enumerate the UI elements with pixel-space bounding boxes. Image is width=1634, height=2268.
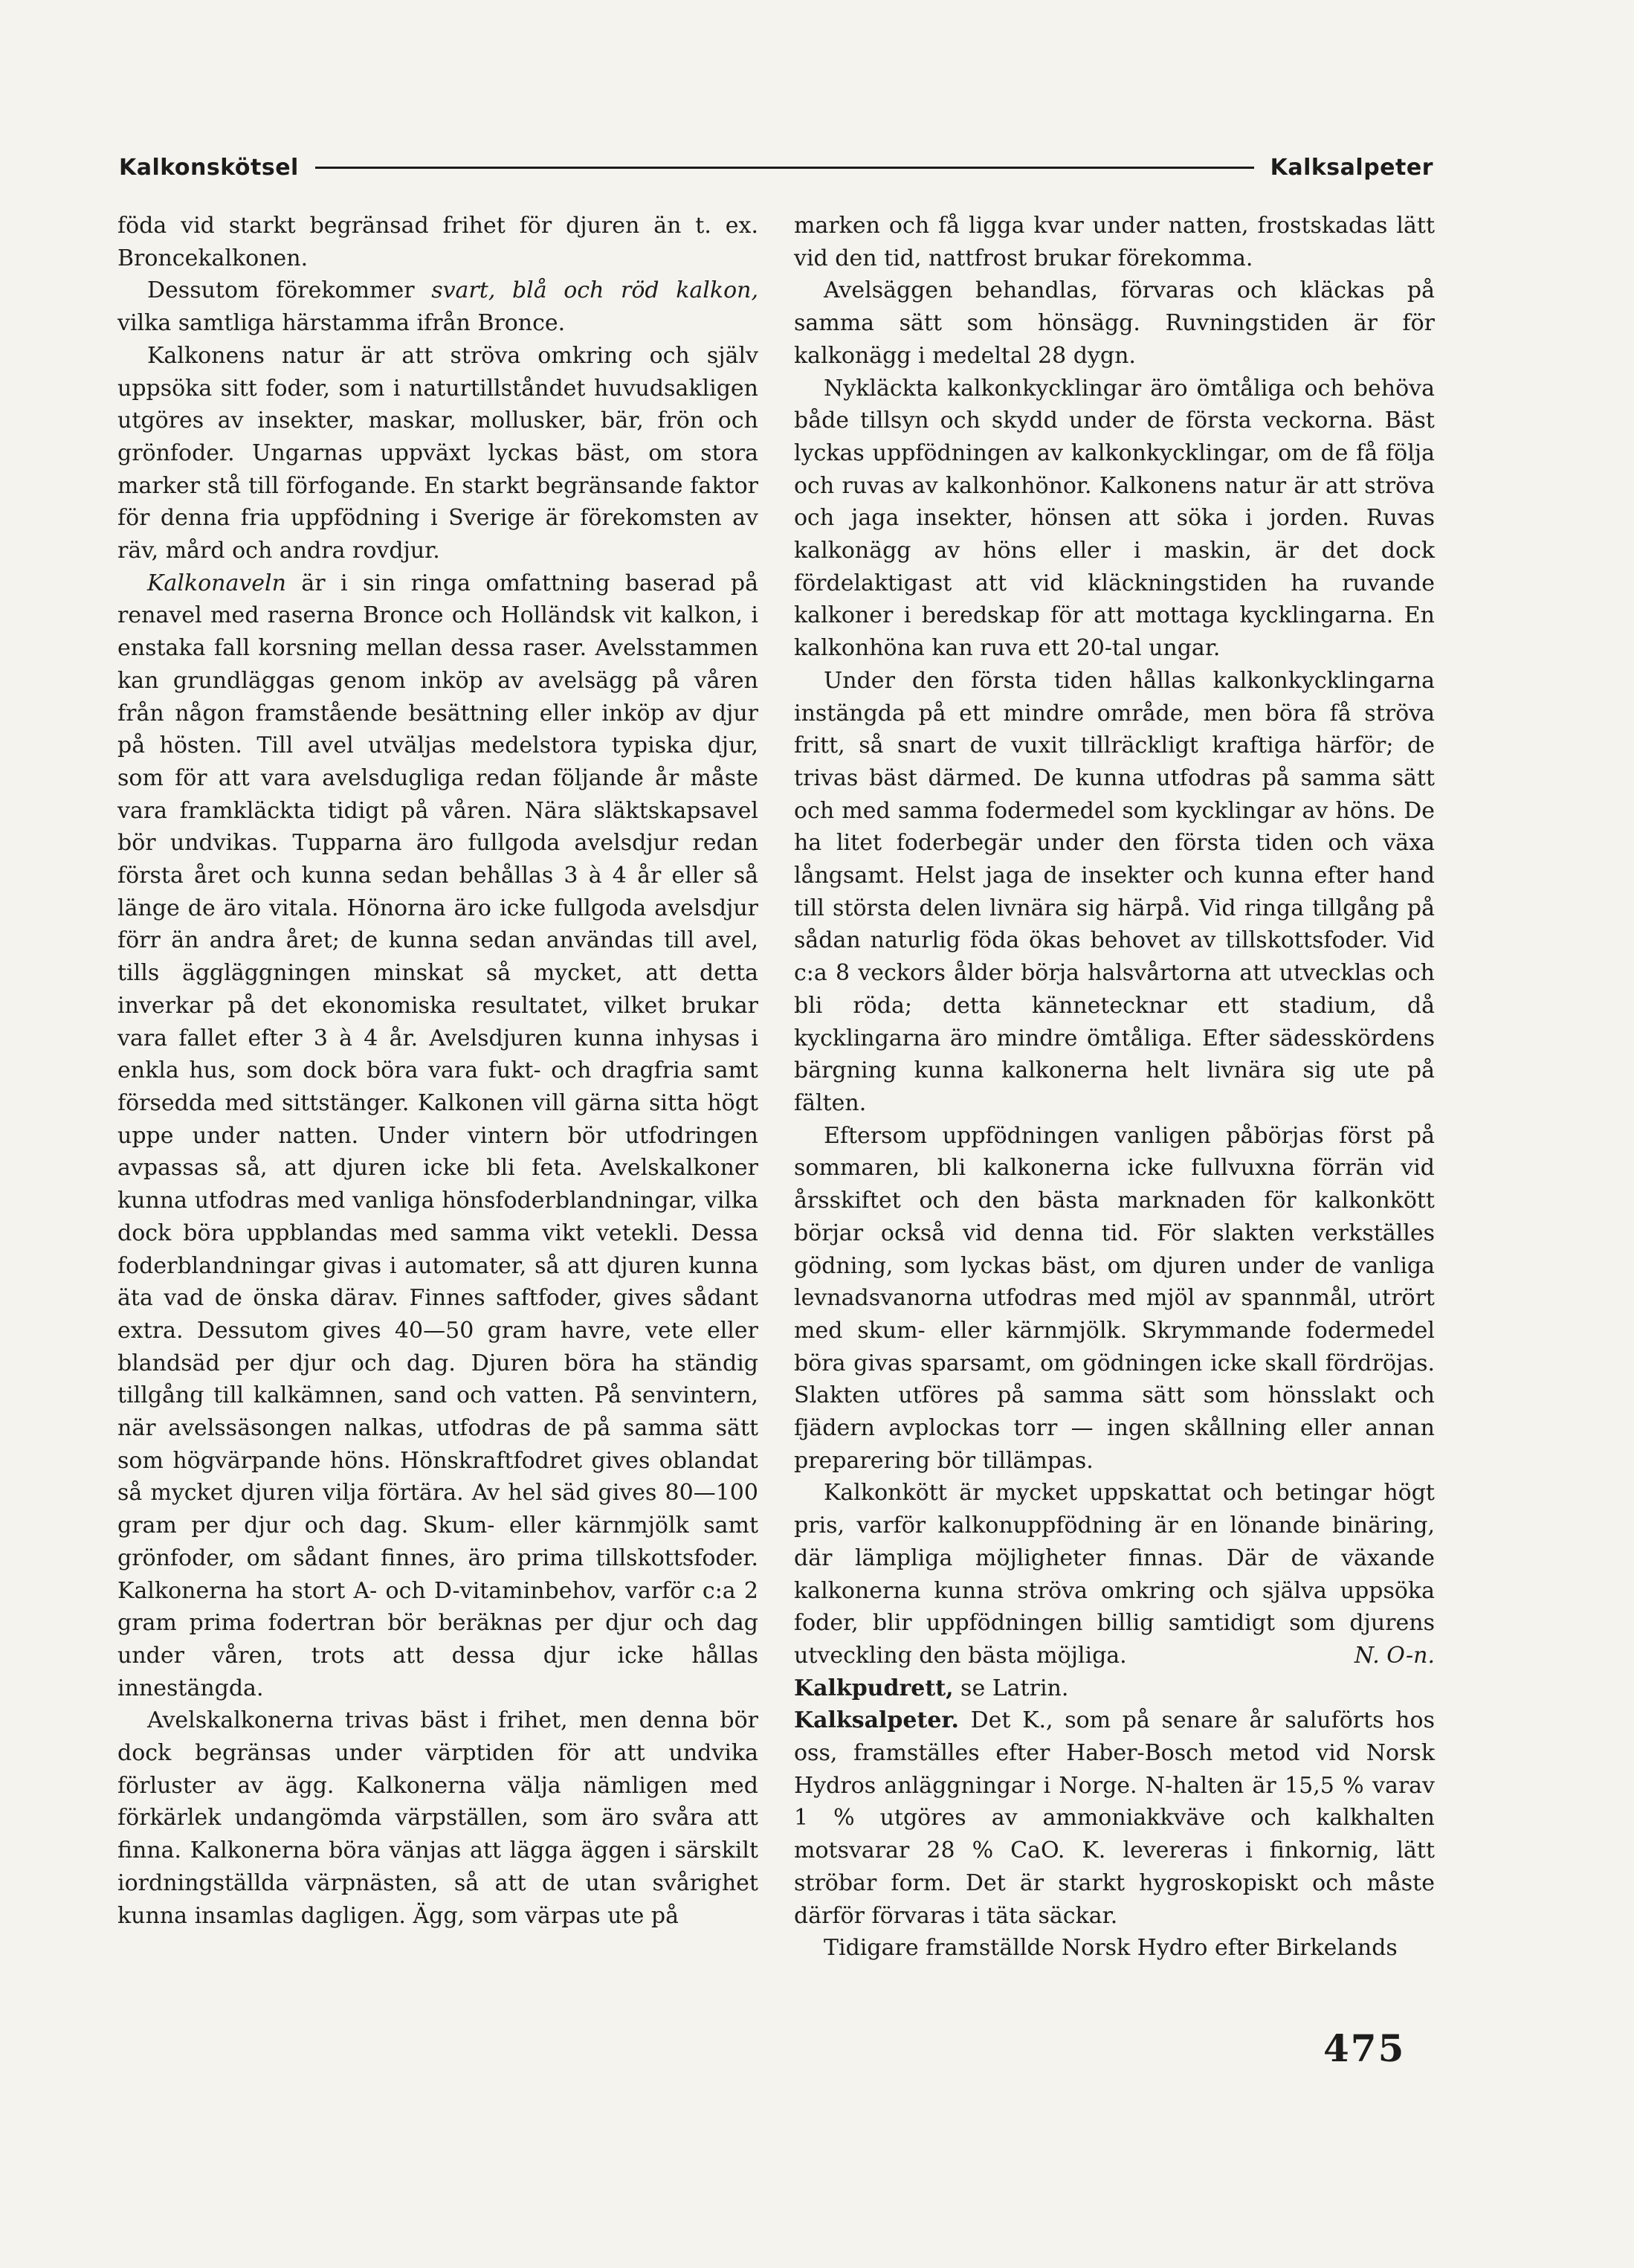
- header-left-title: Kalkonskötsel: [119, 154, 299, 181]
- paragraph: Nykläckta kalkonkycklingar äro ömtåliga och behöva både tillsyn och skydd under de första veckorna. Bäst lyckas uppfödningen av kalkonkycklingar, om de få följa och ruvas av kalkonhönor. Kalkonens natur är att ströva och jaga insekter, hönsen att söka i jorden. Ruvas kalkonägg av höns eller i maskin, är det dock fördelaktigast att vid kläckningstiden ha ruvande kalkoner i beredskap för att mottaga kycklingarna. En kalkonhöna kan ruva ett 20-tal ungar.: [794, 375, 1435, 662]
- encyclopedia-entry: Kalksalpeter. Det K., som på senare år saluförts hos oss, framställes efter Haber-Bosch metod vid Norsk Hydros anläggningar i Norge. N-halten är 15,5 % varav 1 % utgöres av ammoniakkväve och kalkhalten motsvarar 28 % CaO. K. levereras i finkornig, lätt ströbar form. Det är starkt hygroskopiskt och måste därför förvaras i täta säckar.: [794, 1707, 1435, 1929]
- paragraph: Kalkonens natur är att ströva omkring och själv uppsöka sitt foder, som i naturtillståndet huvudsakligen utgöres av insekter, maskar, mollusker, bär, frön och grönfoder. Ungarnas uppväxt lyckas bäst, om stora marker stå till förfogande. En starkt begränsande faktor för denna fria uppfödning i Sverige är förekomsten av räv, mård och andra rovdjur.: [117, 342, 758, 564]
- paragraph: Tidigare framställde Norsk Hydro efter Birkelands: [824, 1935, 1398, 1962]
- running-header: [119, 152, 1433, 182]
- paragraph: marken och få ligga kvar under natten, frostskadas lätt vid den tid, nattfrost brukar förekomma.: [794, 213, 1435, 271]
- header-rule: [315, 167, 1254, 169]
- entry-headword: Kalkpudrett,: [794, 1675, 954, 1701]
- paragraph: föda vid starkt begränsad frihet för djuren än t. ex. Broncekalkonen.: [117, 213, 758, 271]
- paragraph: Under den första tiden hållas kalkonkycklingarna instängda på ett mindre område, men böra få ströva fritt, så snart de vuxit tillräckligt kraftiga härför; de trivas bäst därmed. De kunna utfodras på samma sätt och med samma fodermedel som kycklingar av höns. De ha litet foderbegär under den första tiden och växa långsamt. Helst jaga de insekter och kunna efter hand till största delen livnära sig härpå. Vid ringa tillgång på sådan naturlig föda ökas behovet av tillskottsfoder. Vid c:a 8 veckors ålder börja halsvårtorna att utvecklas och bli röda; detta kännetecknar ett stadium, då kycklingarna äro mindre ömtåliga. Efter sädesskördens bärgning kunna kalkonerna helt livnära sig ute på fälten.: [794, 667, 1435, 1116]
- page-number: 475: [1323, 2026, 1406, 2070]
- paragraph: Avelskalkonerna trivas bäst i frihet, men denna bör dock begränsas under värptiden för att undvika förluster av ägg. Kalkonerna välja nämligen med förkärlek undangömda värpställen, som äro svåra att finna. Kalkonerna böra vänjas att lägga äggen i särskilt iordningställda värpnästen, så att de utan svårighet kunna insamlas dagligen. Ägg, som värpas ute på: [117, 1707, 758, 1929]
- entry-headword: Kalksalpeter.: [794, 1707, 959, 1734]
- italic-text: svart, blå och röd kalkon,: [431, 277, 758, 304]
- paragraph: Dessutom förekommer svart, blå och röd kalkon, vilka samtliga härstamma ifrån Bronce.: [117, 277, 758, 337]
- right-column: [794, 210, 1435, 1965]
- paragraph: Avelsäggen behandlas, förvaras och kläckas på samma sätt som hönsägg. Ruvningstiden är för kalkonägg i medeltal 28 dygn.: [794, 277, 1435, 369]
- paragraph: Kalkonaveln är i sin ringa omfattning baserad på renavel med raserna Bronce och Holländsk vit kalkon, i enstaka fall korsning mellan dessa raser. Avelsstammen kan grundläggas genom inköp av avelsägg på våren från någon framstående besättning eller inköp av djur på hösten. Till avel utväljas medelstora typiska djur, som för att vara avelsdugliga redan följande år måste vara framkläckta tidigt på våren. Nära släktskapsavel bör undvikas. Tupparna äro fullgoda avelsdjur redan första året och kunna sedan behållas 3 à 4 år eller så länge de äro vitala. Hönorna äro icke fullgoda avelsdjur förr än andra året; de kunna sedan användas till avel, tills äggläggningen minskat så mycket, att detta inverkar på det ekonomiska resultatet, vilket brukar vara fallet efter 3 à 4 år. Avelsdjuren kunna inhysas i enkla hus, som dock böra vara fukt- och dragfria samt försedda med sittstänger. Kalkonen vill gärna sitta högt uppe under natten. Under vintern bör utfodringen avpassas så, att djuren icke bli feta. Avelskalkoner kunna utfodras med vanliga hönsfoderblandningar, vilka dock böra uppblandas med samma vikt vetekli. Dessa foderblandningar givas i automater, så att djuren kunna äta vad de önska därav. Finnes saftfoder, gives sådant extra. Dessutom gives 40—50 gram havre, vete eller blandsäd per djur och dag. Djuren böra ha ständig tillgång till kalkämnen, sand och vatten. På senvintern, när avelssäsongen nalkas, utfodras de på samma sätt som högvärpande höns. Hönskraftfodret gives oblandat så mycket djuren vilja förtära. Av hel säd gives 80—100 gram per djur och dag. Skum- eller kärnmjölk samt grönfoder, om sådant finnes, äro prima tillskottsfoder. Kalkonerna ha stort A- och D-vitaminbehov, varför c:a 2 gram prima fodertran bör beräknas per djur och dag under våren, trots att dessa djur icke hållas innestängda.: [117, 570, 758, 1701]
- left-column: [117, 210, 758, 1932]
- italic-text: Kalkonaveln: [147, 570, 286, 596]
- encyclopedia-entry: Kalkpudrett, se Latrin.: [794, 1675, 1069, 1701]
- paragraph: Eftersom uppfödningen vanligen påbörjas först på sommaren, bli kalkonerna icke fullvuxna förrän vid årsskiftet och den bästa marknaden för kalkonkött börjar också vid denna tid. För slakten verkställes gödning, som lyckas bäst, om djuren under de vanliga levnadsvanorna utfodras med mjöl av spannmål, utrört med skum- eller kärnmjölk. Skrymmande fodermedel böra givas sparsamt, om gödningen icke skall fördröjas. Slakten utföres på samma sätt som hönsslakt och fjädern avplockas torr — ingen skållning eller annan preparering bör tillämpas.: [794, 1122, 1435, 1474]
- header-right-title: Kalksalpeter: [1270, 154, 1433, 181]
- paragraph: Kalkonkött är mycket uppskattat och betingar högt pris, varför kalkonuppfödning är en lönande binäring, där lämpliga möjligheter finnas. Där de växande kalkonerna kunna ströva omkring och själva uppsöka foder, blir uppfödningen billig samtidigt som djurens utveckling den bästa möjliga. N. O-n.: [794, 1477, 1435, 1672]
- author-signature: N. O-n.: [1354, 1642, 1435, 1669]
